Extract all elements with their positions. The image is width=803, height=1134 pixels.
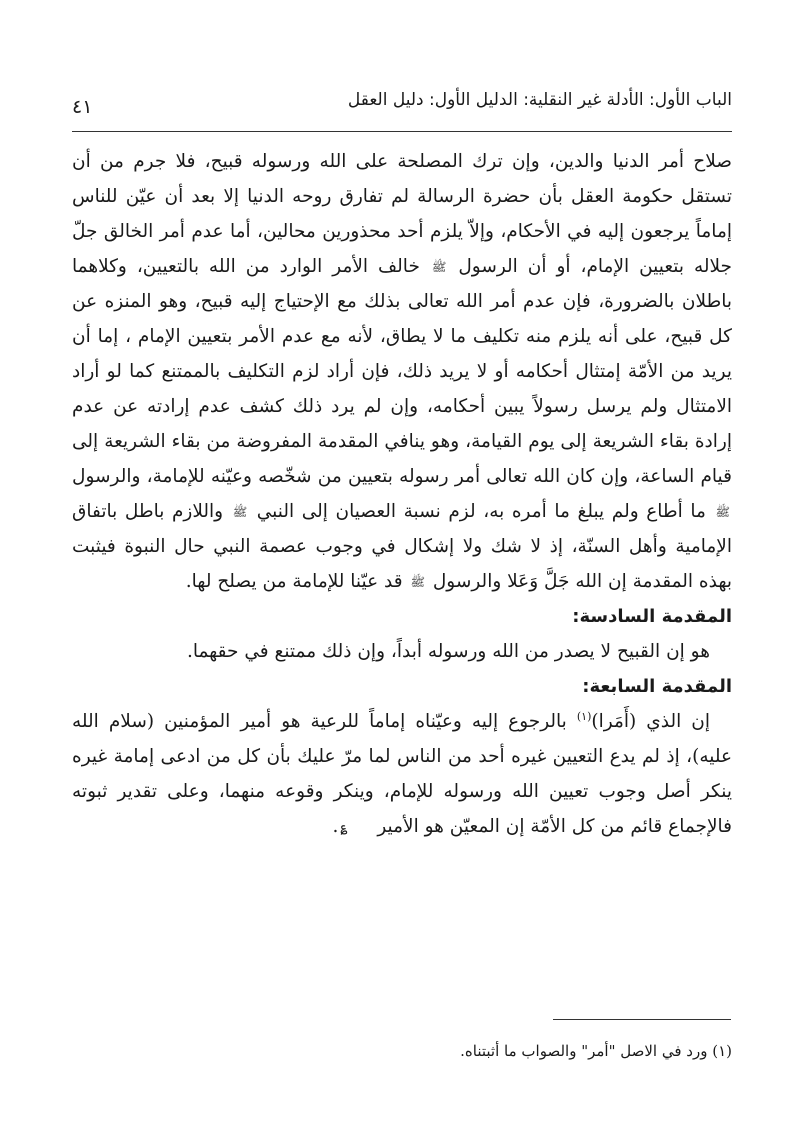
salawat-symbol-icon: ﷺ [232, 505, 248, 519]
footnote-divider [553, 1019, 731, 1020]
page-number: ٤١ [72, 96, 93, 118]
salawat-symbol-icon: ﷺ [431, 260, 447, 274]
header-divider [72, 131, 732, 132]
section-heading-seventh-premise: المقدمة السابعة: [582, 676, 732, 697]
section-heading-sixth-premise: المقدمة السادسة: [572, 606, 732, 627]
footnote: (١) ورد في الاصل "أمر" والصواب ما أثبتناه. [460, 1042, 732, 1060]
paragraph-sixth-premise: هو إن القبيح لا يصدر من الله ورسوله أبداً، وإن ذلك ممتنع في حقهما. [186, 641, 710, 662]
salawat-symbol-icon: ﷺ [715, 505, 730, 519]
paragraph-seventh-premise: إن الذي (أَمَرا)$^{(١)}$ بالرجوع إليه وعيّناه إماماً للرعية هو أمير المؤمنين (سلام الله عليه)، إذ لم يدع التعيين غيره أحد من الناس لما مرّ عليك بأن كل من ادعى إمامة غيره ينكر أصل وجوب تعيين الله ورسوله للإمام، وينكر وقوعه منهما، وعلى تقدير ثبوته فالإجماع قائم من كل الأمّة إن المعيّن هو الأمير ؏. [72, 709, 732, 837]
page-body [72, 144, 732, 844]
running-header [72, 88, 732, 118]
footnote-reference[interactable]: (١) [576, 709, 592, 723]
salawat-symbol-icon: ﷺ [410, 575, 425, 589]
chapter-title: الباب الأول: الأدلة غير النقلية: الدليل الأول: دليل العقل [347, 90, 732, 110]
paragraph-1: صلاح أمر الدنيا والدين، وإن ترك المصلحة على الله ورسوله قبيح، فلا جرم من أن تستقل حكومة العقل بأن حضرة الرسالة لم تفارق روحه الدنيا إلا بعد أن عيّن للناس إماماً يرجعون إليه في الأحكام، وإلاّ يلزم أحد محذورين محالين، أما عدم أمر الخالق جلّ جلاله بتعيين الإمام، أو أن الرسول ﷺ خالف الأمر الوارد من الله بالتعيين، وكلاهما باطلان بالضرورة، فإن عدم أمر الله تعالى بذلك مع الإحتياج إليه قبيح، وهو المنزه عن كل قبيح، على أنه يلزم منه تكليف ما لا يطاق، لأنه مع عدم الأمر بتعيين الإمام ، إما أن يريد من الأمّة إمتثال أحكامه أو لا يريد ذلك، فإن أراد لزم التكليف بالممتنع كما لو أراد الامتثال ولم يرسل رسولاً يبين أحكامه، وإن لم يرد ذلك كشف عدم إرادته عن عدم إرادة بقاء الشريعة إلى يوم القيامة، وهو ينافي المقدمة المفروضة من بقاء الشريعة إلى قيام الساعة، وإن كان الله تعالى أمر رسوله بتعيين من شخّصه وعيّنه للإمامة، والرسول ﷺ ما أطاع ولم يبلغ ما أمره به، لزم نسبة العصيان إلى النبي ﷺ واللازم باطل باتفاق الإمامية وأهل السنّة، إذ لا شك ولا إشكال في وجوب عصمة النبي حال النبوة فيثبت بهذه المقدمة إن الله جَلَّ وَعَلا والرسول ﷺ قد عيّنا للإمامة من يصلح لها. [72, 151, 733, 592]
alayhi-salam-symbol-icon: ؏ [340, 820, 348, 834]
